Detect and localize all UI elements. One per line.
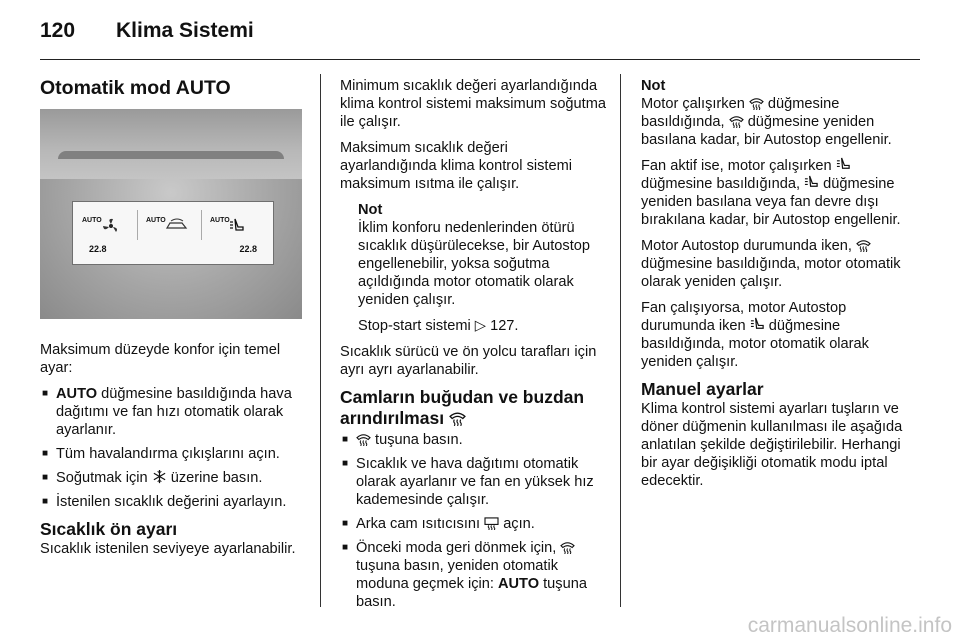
panel-button-label: AUTO <box>82 217 102 224</box>
page-ref-arrow-icon: ▷ <box>474 318 487 334</box>
seat-airflow-icon <box>804 175 819 190</box>
column-divider-2 <box>620 74 621 607</box>
note-text: Fan çalışıyorsa, motor Autostop durumunda iken <box>641 300 847 334</box>
note-text: düğmesine yeniden basılana kadar, bir Autostop engellenir. <box>641 114 892 148</box>
paragraph: Minimum sıcaklık değeri ayarlandığında klima kontrol sistemi maksimum soğutma ile çalışır. <box>340 78 606 130</box>
paragraph: Sıcaklık sürücü ve ön yolcu tarafları için ayrı ayrı ayarlanabilir. <box>340 344 597 378</box>
note-paragraph <box>641 157 911 229</box>
temp-preset-text: Sıcaklık istenilen seviyeye ayarlanabilir. <box>40 541 296 557</box>
column-3 <box>641 77 911 498</box>
column-2 <box>340 77 608 619</box>
list-item <box>340 515 608 533</box>
note-title: Not <box>358 202 383 218</box>
list-item <box>40 469 305 487</box>
defrost-icon <box>356 433 371 446</box>
list-item-text: tuşuna basın, yeniden otomatik moduna geçmek için: <box>356 558 559 592</box>
defrost-icon <box>449 411 466 426</box>
manual-settings-text: Klima kontrol sistemi ayarları tuşların ve döner düğmenin kullanılması ile aşağıda anlatılan şekilde değiştirilebilir. Herhangi bir ayar değişikliği otomatik modu iptal edecektir. <box>641 401 903 489</box>
panel-button-seat <box>207 210 265 240</box>
note-text: İklim konforu nedenlerinden ötürü sıcaklık düşürülecekse, bir Autostop engellenebilir, yoksa soğutma açıldığında motor otomatik olarak yeniden çalışır. <box>358 220 590 308</box>
panel-button-fan <box>79 210 138 240</box>
note-title: Not <box>641 78 666 94</box>
chapter-title: Klima Sistemi <box>116 19 254 42</box>
panel-button-label: AUTO <box>146 217 166 224</box>
note-text: düğmesine basıldığında, <box>641 96 840 130</box>
panel-button-label: AUTO <box>210 217 230 224</box>
column-1 <box>40 77 305 566</box>
note-text: düğmesine basıldığında, motor otomatik olarak yeniden çalışır. <box>641 318 869 370</box>
climate-control-panel <box>72 201 274 265</box>
list-item-text: Önceki moda geri dönmek için, <box>356 540 561 556</box>
note-box <box>641 77 911 371</box>
list-item <box>340 539 608 611</box>
defrost-icon <box>729 115 744 128</box>
note-text: düğmesine yeniden basılana veya fan devre dışı bırakılana kadar, bir Autostop engellenir. <box>641 176 901 228</box>
watermark: carmanualsonline.info <box>747 614 952 637</box>
column-divider-1 <box>320 74 321 607</box>
list-item-text: tuşuna basın. <box>371 432 463 448</box>
note-paragraph <box>641 237 911 291</box>
dashboard-vent <box>40 109 302 179</box>
ref-page: 127. <box>490 318 519 334</box>
note-paragraph <box>641 299 911 371</box>
note-text: Motor Autostop durumunda iken, <box>641 238 856 254</box>
defrost-icon <box>856 239 871 252</box>
ac-snowflake-icon <box>152 469 167 484</box>
page-number: 120 <box>40 19 76 42</box>
climate-panel-photo <box>40 109 302 319</box>
heading-text: Camların buğudan ve buzdan arındırılması <box>340 387 585 428</box>
defrost-icon <box>749 97 764 110</box>
seat-airflow-icon <box>836 157 851 172</box>
note-text: düğmesine basıldığında, <box>641 176 805 192</box>
fan-icon <box>101 218 121 234</box>
section-heading-auto: Otomatik mod AUTO <box>40 77 231 99</box>
list-item-text: düğmesine basıldığında hava dağıtımı ve fan hızı otomatik olarak ayarlanır. <box>56 386 292 438</box>
paragraph: Maksimum sıcaklık değeri ayarlandığında klima kontrol sistemi maksimum ısıtma ile çalışır. <box>340 140 572 192</box>
rear-window-heater-icon <box>484 517 499 530</box>
section-heading-manual: Manuel ayarlar <box>641 379 764 399</box>
list-item <box>40 385 305 439</box>
ref-text: Stop-start sistemi <box>358 318 475 334</box>
header-rule <box>40 59 920 60</box>
note-text: Motor çalışırken <box>641 96 749 112</box>
temp-right: 22.8 <box>239 244 257 254</box>
list-item-text: tuşuna basın. <box>356 576 587 610</box>
defrost-icon <box>560 541 575 554</box>
list-item-text: üzerine basın. <box>166 470 263 486</box>
list-item: ■ İstenilen sıcaklık değerini ayarlayın. <box>40 493 305 511</box>
list-item: ■ Tüm havalandırma çıkışlarını açın. <box>40 445 305 463</box>
list-item-text: Soğutmak için <box>56 470 152 486</box>
seat-airflow-icon <box>229 218 245 234</box>
auto-keyword: AUTO <box>497 576 540 592</box>
note-reference <box>358 317 608 335</box>
note-text: Fan aktif ise, motor çalışırken <box>641 158 836 174</box>
defrost-steps-list <box>340 431 608 611</box>
section-heading-temp-preset: Sıcaklık ön ayarı <box>40 519 178 539</box>
auto-steps-list <box>40 385 305 511</box>
list-item: ■ Sıcaklık ve hava dağıtımı otomatik olarak ayarlanır ve fan en yüksek hız kademesinde çalışır. <box>340 455 608 509</box>
list-item <box>340 431 608 449</box>
list-item-text: açın. <box>499 516 535 532</box>
car-icon <box>165 218 189 232</box>
note-box <box>358 201 608 335</box>
note-text: düğmesine basıldığında, motor otomatik olarak yeniden çalışır. <box>641 256 901 290</box>
temp-left: 22.8 <box>89 244 107 254</box>
intro-text: Maksimum düzeyde konfor için temel ayar: <box>40 342 281 376</box>
panel-button-recirc <box>143 210 202 240</box>
seat-airflow-icon <box>750 317 765 332</box>
section-heading-defrost <box>340 387 608 429</box>
list-item-text: Arka cam ısıtıcısını <box>356 516 485 532</box>
note-paragraph <box>641 95 911 149</box>
auto-keyword: AUTO <box>56 386 98 402</box>
